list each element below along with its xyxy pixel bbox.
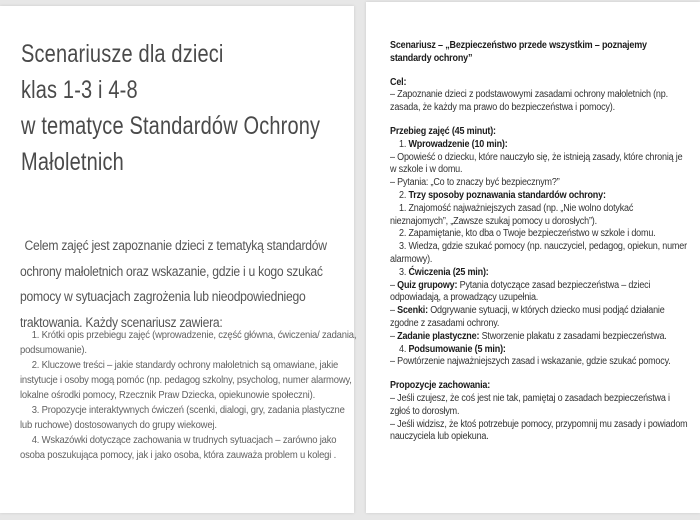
list-item: 4. Wskazówki dotyczące zachowania w trudnych sytuacjach – zarówno jako osoba poszukująca pomocy, jak i jako osoba, która zauważa problem u kolegi .	[20, 434, 337, 461]
bold-run: Propozycje zachowania:	[390, 380, 491, 392]
text-run: – Powtórzenie najważniejszych zasad i wskazanie, gdzie szukać pomocy.	[390, 356, 671, 368]
document-title-line-2: klas 1-3 i 4-8	[21, 76, 138, 104]
right-content	[390, 40, 689, 444]
text-run: Pytania dotyczące zasad bezpieczeństwa – dzieci odpowiadają, a prowadzący uzupełnia.	[390, 279, 651, 304]
text-run: 3. Wiedza, gdzie szukać pomocy (np. nauczyciel, pedagog, opiekun, numer alarmowy).	[390, 241, 687, 265]
text-run: –	[390, 279, 398, 291]
bold-run: Podsumowanie (5 min):	[408, 343, 506, 355]
bold-run: Cel:	[390, 76, 407, 88]
step-heading	[390, 190, 689, 203]
text-run: – Jeśli widzisz, że ktoś potrzebuje pomocy, przypomnij mu zasady i powiadom nauczyciela lub opiekuna.	[390, 418, 688, 443]
text-run: 2. Zapamiętanie, kto dba o Twoje bezpieczeństwo w szkole i domu.	[399, 228, 656, 240]
step-heading	[390, 344, 689, 357]
spacer	[390, 66, 689, 77]
paragraph	[390, 177, 689, 190]
step-heading	[390, 267, 689, 280]
paragraph	[390, 331, 689, 344]
document-title-line-4: Małoletnich	[21, 148, 124, 176]
document-title	[21, 36, 395, 180]
paragraph	[390, 393, 689, 419]
bold-run: Wprowadzenie (10 min):	[408, 138, 508, 150]
page-left	[0, 6, 357, 513]
document-title-line-1: Scenariusze dla dzieci	[21, 40, 224, 68]
step-heading	[390, 139, 689, 152]
text-run: 1. Znajomość najważniejszych zasad (np. „Nie wolno dotykać nieznajomych”, „Zawsze szukaj pomocy u dorosłych”).	[390, 202, 634, 227]
paragraph	[390, 89, 689, 115]
paragraph	[390, 356, 689, 369]
text-run: Stworzenie plakatu z zasadami bezpieczeństwa.	[479, 330, 667, 342]
page-right	[366, 2, 700, 513]
list-item: 2. Kluczowe treści – jakie standardy ochrony małoletnich są omawiane, jakie instytucje i osoby mogą pomóc (np. pedagog szkolny, psycholog, numer alarmowy, lokalne ośrodki pomocy, Rzecznik Praw Dziecka, opiekunowie społeczni).	[20, 359, 352, 401]
text-run: –	[390, 330, 398, 342]
sub-item	[390, 203, 689, 229]
spacer	[390, 115, 689, 126]
bold-run: Quiz grupowy:	[397, 279, 458, 291]
bold-run: Przebieg zajęć (45 minut):	[390, 125, 496, 137]
intro-paragraph: Celem zajęć jest zapoznanie dzieci z tematyką standardów ochrony małoletnich oraz wskazanie, gdzie i u kogo szukać pomocy w sytuacjach zagrożenia lub nieodpowiedniego traktowania. Każdy scenariusz zawiera:	[20, 238, 327, 330]
text-run: – Opowieść o dziecku, które nauczyło się, że istnieją zasady, które chronią je w szkole i w domu.	[390, 151, 683, 176]
left-list	[20, 328, 357, 463]
sub-item	[390, 241, 689, 267]
bold-run: Scenki:	[397, 305, 428, 317]
paragraph	[390, 419, 689, 445]
section-label-przebieg	[390, 126, 689, 139]
text-run: 1.	[399, 138, 409, 150]
section-label-cel	[390, 77, 689, 90]
list-item: 3. Propozycje interaktywnych ćwiczeń (scenki, dialogi, gry, zadania plastyczne lub ruchowe) dostosowanych do grupy wiekowej.	[20, 404, 345, 431]
paragraph	[390, 152, 689, 178]
spacer	[390, 369, 689, 380]
scenario-heading	[390, 40, 689, 66]
paragraph	[390, 280, 689, 306]
text-run: 3.	[399, 266, 409, 278]
bold-run: Trzy sposoby poznawania standardów ochrony:	[408, 189, 606, 201]
section-label-propozycje	[390, 380, 689, 393]
text-run: – Pytania: „Co to znaczy być bezpiecznym?”	[390, 177, 560, 189]
document-title-line-3: w tematyce Standardów Ochrony	[21, 112, 321, 140]
text-run: – Jeśli czujesz, że coś jest nie tak, pamiętaj o zasadach bezpieczeństwa i zgłoś to dorosłym.	[390, 392, 670, 417]
text-run: – Zapoznanie dzieci z podstawowymi zasadami ochrony małoletnich (np. zasada, że każdy ma prawo do bezpieczeństwa i pomocy).	[390, 89, 668, 114]
bold-run: Ćwiczenia (25 min):	[408, 266, 489, 278]
text-run: Odgrywanie sytuacji, w których dziecko musi podjąć działanie zgodne z zasadami ochrony.	[390, 305, 665, 329]
list-item: 1. Krótki opis przebiegu zajęć (wprowadzenie, część główna, ćwiczenia/ zadania, podsumowanie).	[20, 329, 357, 356]
text-run: 4.	[399, 343, 409, 355]
bold-run: Zadanie plastyczne:	[397, 330, 480, 342]
bold-run: Scenariusz – „Bezpieczeństwo przede wszystkim – poznajemy standardy ochrony”	[390, 40, 647, 64]
sub-item	[390, 228, 689, 241]
paragraph	[390, 305, 689, 331]
text-run: 2.	[399, 189, 409, 201]
text-run: –	[390, 305, 398, 317]
